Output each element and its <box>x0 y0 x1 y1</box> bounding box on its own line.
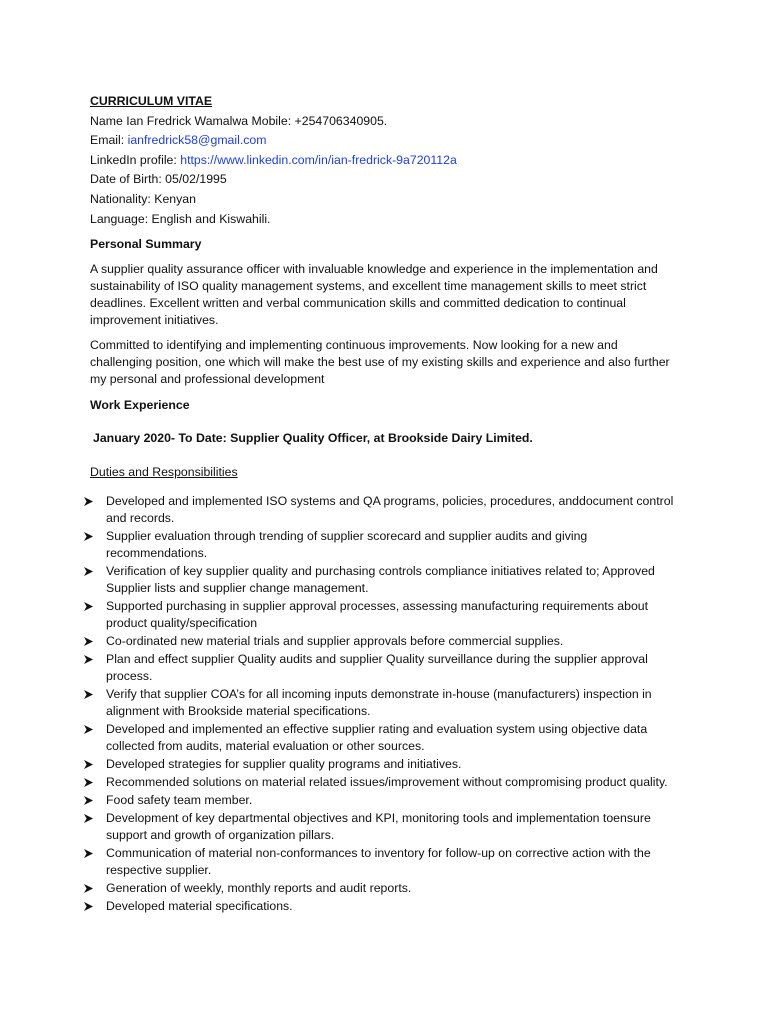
list-item <box>90 721 680 755</box>
arrowhead-bullet-icon <box>84 845 93 858</box>
list-item <box>90 756 680 773</box>
arrowhead-bullet-icon <box>84 598 93 611</box>
language-line: Language: English and Kiswahili. <box>90 211 271 226</box>
duty-text: Supplier evaluation through trending of supplier scorecard and supplier audits and giving recommendations. <box>106 528 588 560</box>
name-mobile-line: Name Ian Fredrick Wamalwa Mobile: +254706340905. <box>90 113 388 128</box>
linkedin-line <box>90 151 680 171</box>
work-experience-heading: Work Experience <box>90 397 190 412</box>
summary-paragraph-1: A supplier quality assurance officer with invaluable knowledge and experience in the implementation and sustainability of ISO quality management systems, and excellent time management skills to meet strict deadlines. Excellent written and verbal communication skills and committed dedication to continual improvement initiatives. <box>90 261 658 327</box>
duty-text: Verification of key supplier quality and purchasing controls compliance initiatives related to; Approved Supplier lists and supplier change management. <box>106 563 655 595</box>
cv-document <box>90 92 680 916</box>
list-item <box>90 528 680 562</box>
summary-paragraph-2: Committed to identifying and implementing continuous improvements. Now looking for a new and challenging position, one which will make the best use of my existing skills and experience and also further my personal and professional development <box>90 337 670 386</box>
arrowhead-bullet-icon <box>84 651 93 664</box>
list-item <box>90 810 680 844</box>
arrowhead-bullet-icon <box>84 686 93 699</box>
duty-text: Plan and effect supplier Quality audits and supplier Quality surveillance during the supplier approval process. <box>106 651 648 683</box>
duty-text: Developed and implemented ISO systems and QA programs, policies, procedures, anddocument control and records. <box>106 493 674 525</box>
email-label: Email: <box>90 133 128 148</box>
arrowhead-bullet-icon <box>84 563 93 576</box>
document-title: CURRICULUM VITAE <box>90 94 213 108</box>
list-item <box>90 774 680 791</box>
duty-text: Co-ordinated new material trials and supplier approvals before commercial supplies. <box>106 633 564 648</box>
duty-text: Developed strategies for supplier quality programs and initiatives. <box>106 756 462 771</box>
arrowhead-bullet-icon <box>84 792 93 805</box>
list-item <box>90 598 680 632</box>
duties-heading: Duties and Responsibilities <box>90 464 238 479</box>
nationality-line: Nationality: Kenyan <box>90 191 196 206</box>
duty-text: Food safety team member. <box>106 792 253 807</box>
list-item <box>90 845 680 879</box>
list-item <box>90 633 680 650</box>
duty-text: Supported purchasing in supplier approval processes, assessing manufacturing requirements about product quality/specification <box>106 598 649 630</box>
arrowhead-bullet-icon <box>84 528 93 541</box>
duty-text: Development of key departmental objectives and KPI, monitoring tools and implementation toensure support and growth of organization pillars. <box>106 810 651 842</box>
list-item <box>90 880 680 897</box>
arrowhead-bullet-icon <box>84 633 93 646</box>
duty-text: Recommended solutions on material related issues/improvement without compromising product quality. <box>106 774 668 789</box>
duty-text: Verify that supplier COA’s for all incoming inputs demonstrate in-house (manufacturers) inspection in alignment with Brookside material specifications. <box>106 686 652 718</box>
duties-list <box>90 493 680 915</box>
list-item <box>90 898 680 915</box>
list-item <box>90 563 680 597</box>
list-item <box>90 651 680 685</box>
arrowhead-bullet-icon <box>84 880 93 893</box>
dob-line: Date of Birth: 05/02/1995 <box>90 172 227 187</box>
duty-text: Developed and implemented an effective supplier rating and evaluation system using objective data collected from audits, material evaluation or other sources. <box>106 721 648 753</box>
list-item <box>90 686 680 720</box>
arrowhead-bullet-icon <box>84 756 93 769</box>
personal-summary-heading: Personal Summary <box>90 237 202 252</box>
duty-text: Communication of material non-conformances to inventory for follow-up on corrective action with the respective supplier. <box>106 845 651 877</box>
list-item <box>90 792 680 809</box>
arrowhead-bullet-icon <box>84 898 93 911</box>
linkedin-label: LinkedIn profile: <box>90 152 181 167</box>
duty-text: Generation of weekly, monthly reports and audit reports. <box>106 880 412 895</box>
arrowhead-bullet-icon <box>84 774 93 787</box>
linkedin-link[interactable]: https://www.linkedin.com/in/ian-fredrick-9a720112a <box>180 152 457 167</box>
arrowhead-bullet-icon <box>84 721 93 734</box>
email-link[interactable]: ianfredrick58@gmail.com <box>127 133 267 148</box>
arrowhead-bullet-icon <box>84 810 93 823</box>
list-item <box>90 493 680 527</box>
job-title: January 2020- To Date: Supplier Quality Officer, at Brookside Dairy Limited. <box>93 431 533 446</box>
email-line <box>90 131 680 151</box>
duty-text: Developed material specifications. <box>106 898 293 913</box>
arrowhead-bullet-icon <box>84 493 93 506</box>
